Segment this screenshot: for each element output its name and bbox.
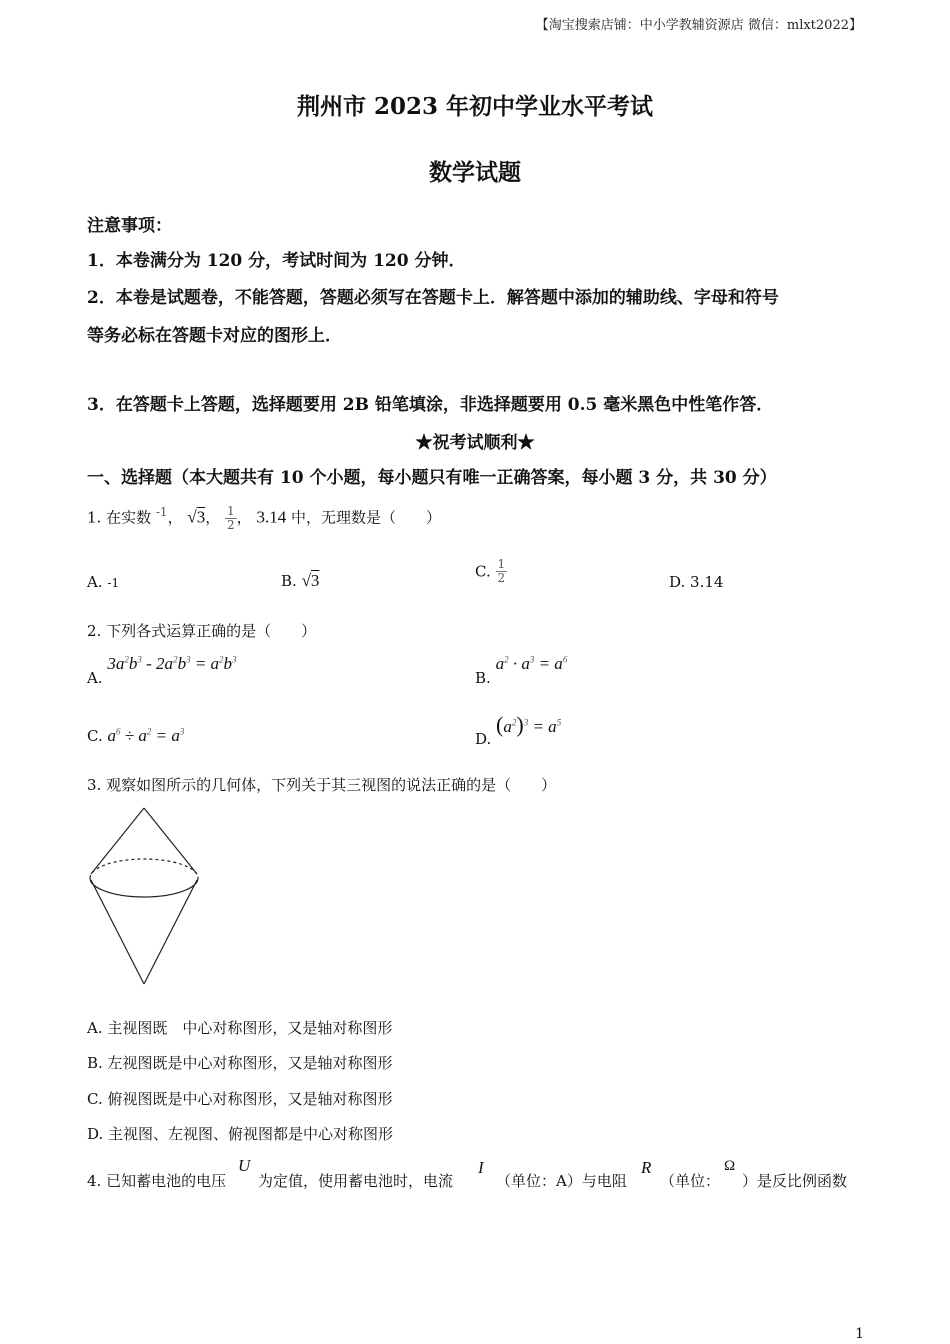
cone-bottom-right-edge: [144, 880, 197, 984]
q1-option-c-num: 1: [497, 557, 506, 571]
cone-base-back-arc: [90, 859, 198, 878]
q1-option-a-value: -1: [107, 576, 120, 590]
double-cone-figure: [86, 804, 202, 988]
q4-var-i: I: [478, 1158, 484, 1177]
q2-option-a-label: A.: [87, 669, 103, 687]
q1-option-d[interactable]: D. 3.14: [669, 573, 724, 591]
q1-frac-den: 2: [227, 518, 235, 532]
q1-num-314: 3.14: [256, 507, 287, 527]
question-4-stem: 4. 已知蓄电池的电压: [87, 1172, 227, 1190]
notice-item-2-line-2: 等务必标在答题卡对应的图形上．: [87, 326, 342, 346]
q3-option-d[interactable]: D. 主视图、左视图、俯视图都是中心对称图形: [87, 1125, 394, 1143]
q1-option-b-label: B.: [281, 572, 297, 590]
q1-sep-3: ，: [236, 508, 252, 527]
q2-option-a[interactable]: [87, 654, 237, 687]
q1-sep-1: ，: [167, 508, 183, 527]
q1-option-c-label: C.: [475, 562, 491, 581]
q2-option-d-expression: $(a^2)^3 = a^5$: [496, 712, 562, 737]
q1-option-b-radicand: 3: [310, 571, 320, 590]
q2-option-b-expression: $a^2 \cdot a^3 = a^6$: [495, 654, 568, 673]
q1-sep-2: ，: [205, 508, 221, 527]
question-2-stem: 2. 下列各式运算正确的是（ ）: [87, 622, 317, 640]
q1-option-c[interactable]: [475, 558, 507, 585]
q2-option-c-expression: $a^6 \div a^2 = a^3$: [107, 726, 185, 745]
cone-bottom-left-edge: [91, 880, 144, 984]
q1-option-a[interactable]: [87, 573, 119, 591]
page-number: 1: [855, 1326, 864, 1342]
exam-title: 荆州市 2023 年初中学业水平考试: [296, 93, 654, 120]
exam-subtitle: 数学试题: [429, 159, 521, 186]
q1-option-c-fraction: [496, 558, 508, 585]
question-3-stem: 3. 观察如图所示的几何体，下列关于其三视图的说法正确的是（ ）: [87, 776, 557, 794]
q3-option-b[interactable]: B. 左视图既是中心对称图形，又是轴对称图形: [87, 1054, 393, 1072]
q1-option-a-label: A.: [87, 573, 103, 591]
q4-part-4: （单位：: [660, 1172, 721, 1190]
q2-option-b[interactable]: [475, 654, 568, 687]
notice-heading: 注意事项：: [87, 216, 172, 236]
q1-option-c-den: 2: [497, 571, 506, 585]
header-note: 【淘宝搜索店铺：中小学教辅资源店 微信：mlxt2022】: [535, 18, 862, 33]
notice-item-3: 3．在答题卡上答题，选择题要用 2B 铅笔填涂，非选择题要用 0.5 毫米黑色中性笔作答．: [87, 395, 774, 415]
q2-option-a-expression: $3a^2b^3 - 2a^2b^3 = a^2b^3$: [107, 654, 237, 673]
q4-part-5: ）是反比例函数: [742, 1172, 848, 1190]
q1-option-b[interactable]: [281, 571, 319, 591]
q2-option-d[interactable]: [475, 712, 562, 748]
q1-suffix: 中，无理数是（ ）: [290, 508, 441, 527]
q3-option-c[interactable]: C. 俯视图既是中心对称图形，又是轴对称图形: [87, 1090, 393, 1108]
q2-option-c-label: C.: [87, 727, 103, 745]
q4-part-3: （单位：A）与电阻: [496, 1172, 627, 1190]
cone-top-left-edge: [91, 808, 144, 874]
notice-item-2-line-1: 2．本卷是试题卷，不能答题，答题必须写在答题卡上．解答题中添加的辅助线、字母和符号: [87, 288, 779, 308]
q1-fraction: [225, 505, 237, 532]
cone-base-front-arc: [90, 878, 198, 897]
q1-prefix: 1. 在实数: [87, 508, 152, 527]
q4-omega: Ω: [724, 1158, 736, 1174]
notice-item-1: 1．本卷满分为 120 分，考试时间为 120 分钟．: [87, 251, 466, 271]
q1-sqrt: √3: [187, 507, 206, 527]
q1-option-b-sqrt: √3: [301, 571, 320, 590]
q2-option-c[interactable]: [87, 726, 184, 746]
q1-sqrt-radicand: 3: [196, 507, 206, 527]
q3-option-a[interactable]: A. 主视图既 中心对称图形，又是轴对称图形: [87, 1019, 393, 1037]
q4-var-r: R: [641, 1158, 652, 1177]
q4-var-u: U: [238, 1156, 251, 1175]
q2-option-d-label: D.: [475, 730, 492, 748]
section-1-heading: 一、选择题（本大题共有 10 个小题，每小题只有唯一正确答案，每小题 3 分，共 30 分）: [87, 468, 777, 488]
question-1-stem: [87, 505, 441, 532]
cone-top-right-edge: [144, 808, 197, 874]
q2-option-b-label: B.: [475, 669, 491, 687]
q1-frac-num: 1: [227, 504, 235, 518]
q1-neg1: -1: [155, 505, 168, 519]
wish-line: ★祝考试顺利★: [415, 433, 535, 453]
q4-part-2: 为定值，使用蓄电池时，电流: [258, 1172, 454, 1190]
